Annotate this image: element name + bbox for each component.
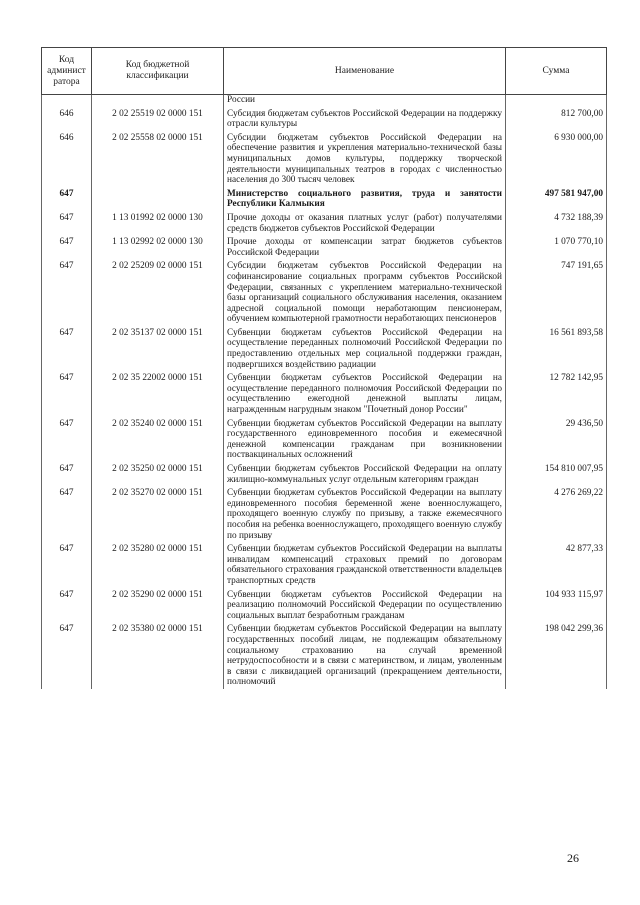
- cell-classification-code: 1 13 01992 02 0000 130: [92, 211, 224, 235]
- cell-sum: [506, 95, 607, 107]
- table-row: [42, 95, 607, 107]
- cell-sum: 4 276 269,22: [506, 486, 607, 542]
- cell-name: России: [224, 95, 506, 107]
- header-sum: Сумма: [506, 48, 607, 95]
- cell-sum: 29 436,50: [506, 417, 607, 462]
- cell-sum: 747 191,65: [506, 259, 607, 326]
- cell-sum: 104 933 115,97: [506, 588, 607, 623]
- cell-admin-code: 647: [42, 326, 92, 371]
- budget-revenue-table: [41, 47, 607, 689]
- cell-sum: 198 042 299,36: [506, 622, 607, 689]
- header-name: Наименование: [224, 48, 506, 95]
- cell-name: Субвенции бюджетам субъектов Российской Федерации на осуществление переданных полномочий Российской Федерации по предоставлению отдельных мер социальной поддержки граждан, подвергшихся воздействию радиации: [224, 326, 506, 371]
- cell-classification-code: [92, 95, 224, 107]
- cell-name: Субвенции бюджетам субъектов Российской Федерации на выплату единовременного пособия беременной жене военнослужащего, проходящего военную службу по призыву, а также ежемесячного пособия на ребенка военнослужащего, проходящего военную службу по призыву: [224, 486, 506, 542]
- cell-name: Субвенции бюджетам субъектов Российской Федерации на реализацию полномочий Российской Федерации по осуществлению социальных выплат безработным гражданам: [224, 588, 506, 623]
- cell-admin-code: 647: [42, 486, 92, 542]
- table-row: [42, 542, 607, 587]
- cell-classification-code: 2 02 35270 02 0000 151: [92, 486, 224, 542]
- table-body: [42, 95, 607, 689]
- cell-name: Субвенции бюджетам субъектов Российской Федерации на выплату государственных пособий лицам, не подлежащим обязательному социальному страхованию на случай временной нетрудоспособности и в связи с материнством, и лицам, уволенным в связи с ликвидацией организаций (прекращением деятельности, полномочий: [224, 622, 506, 689]
- table-row: [42, 417, 607, 462]
- cell-name: Прочие доходы от оказания платных услуг (работ) получателями средств бюджетов субъектов Российской Федерации: [224, 211, 506, 235]
- cell-sum: 812 700,00: [506, 107, 607, 131]
- cell-classification-code: 2 02 25558 02 0000 151: [92, 131, 224, 187]
- cell-admin-code: 647: [42, 371, 92, 416]
- table-row: [42, 235, 607, 259]
- cell-admin-code: 647: [42, 187, 92, 211]
- cell-classification-code: 2 02 35240 02 0000 151: [92, 417, 224, 462]
- cell-name: Субвенции бюджетам субъектов Российской Федерации на осуществление переданного полномочия Российской Федерации по осуществлению ежегодной денежной выплаты лицам, награжденным нагрудным знаком "Почетный донор России": [224, 371, 506, 416]
- cell-sum: 497 581 947,00: [506, 187, 607, 211]
- cell-name: Субвенции бюджетам субъектов Российской Федерации на оплату жилищно-коммунальных услуг отдельным категориям граждан: [224, 462, 506, 486]
- cell-admin-code: 647: [42, 417, 92, 462]
- table-header-row: [42, 48, 607, 95]
- cell-classification-code: 2 02 35290 02 0000 151: [92, 588, 224, 623]
- cell-classification-code: 2 02 35380 02 0000 151: [92, 622, 224, 689]
- cell-sum: 6 930 000,00: [506, 131, 607, 187]
- cell-admin-code: 647: [42, 211, 92, 235]
- table-row: [42, 462, 607, 486]
- cell-sum: 16 561 893,58: [506, 326, 607, 371]
- cell-name: Субсидии бюджетам субъектов Российской Федерации на софинансирование социальных программ субъектов Российской Федерации, связанных с укреплением материально-технической базы организаций социального обслуживания населения, оказанием адресной социальной помощи неработающим пенсионерам, обучением компьютерной грамотности неработающих пенсионеров: [224, 259, 506, 326]
- cell-name: Субсидия бюджетам субъектов Российской Федерации на поддержку отрасли культуры: [224, 107, 506, 131]
- cell-admin-code: 647: [42, 622, 92, 689]
- table-row: [42, 131, 607, 187]
- cell-classification-code: 2 02 35280 02 0000 151: [92, 542, 224, 587]
- table-row: [42, 622, 607, 689]
- cell-admin-code: 647: [42, 462, 92, 486]
- cell-name: Субвенции бюджетам субъектов Российской Федерации на выплаты инвалидам компенсаций страховых премий по договорам обязательного страхования гражданской ответственности владельцев транспортных средств: [224, 542, 506, 587]
- cell-sum: 154 810 007,95: [506, 462, 607, 486]
- cell-name: Субвенции бюджетам субъектов Российской Федерации на выплату государственного единовременного пособия и ежемесячной денежной компенсации гражданам при возникновении поствакцинальных осложнений: [224, 417, 506, 462]
- table-row: [42, 588, 607, 623]
- cell-admin-code: [42, 95, 92, 107]
- cell-name: Министерство социального развития, труда и занятости Республики Калмыкия: [224, 187, 506, 211]
- table-row: [42, 107, 607, 131]
- table-row: [42, 486, 607, 542]
- cell-sum: 4 732 188,39: [506, 211, 607, 235]
- header-classification-code: Код бюджетной классификации: [92, 48, 224, 95]
- cell-classification-code: [92, 187, 224, 211]
- header-admin-code: Код админист ратора: [42, 48, 92, 95]
- cell-sum: 1 070 770,10: [506, 235, 607, 259]
- table-row: [42, 371, 607, 416]
- cell-admin-code: 646: [42, 131, 92, 187]
- table-row: [42, 187, 607, 211]
- cell-sum: 12 782 142,95: [506, 371, 607, 416]
- cell-classification-code: 2 02 35 22002 0000 151: [92, 371, 224, 416]
- cell-name: Прочие доходы от компенсации затрат бюджетов субъектов Российской Федерации: [224, 235, 506, 259]
- cell-admin-code: 647: [42, 235, 92, 259]
- cell-name: Субсидии бюджетам субъектов Российской Федерации на обеспечение развития и укрепления материально-технической базы муниципальных домов культуры, поддержку творческой деятельности муниципальных театров в городах с численностью населения до 300 тысяч человек: [224, 131, 506, 187]
- cell-classification-code: 2 02 35137 02 0000 151: [92, 326, 224, 371]
- page-number: 26: [567, 851, 579, 865]
- cell-sum: 42 877,33: [506, 542, 607, 587]
- cell-classification-code: 1 13 02992 02 0000 130: [92, 235, 224, 259]
- table-row: [42, 326, 607, 371]
- cell-admin-code: 647: [42, 588, 92, 623]
- cell-admin-code: 647: [42, 542, 92, 587]
- cell-classification-code: 2 02 25519 02 0000 151: [92, 107, 224, 131]
- table-row: [42, 211, 607, 235]
- cell-admin-code: 647: [42, 259, 92, 326]
- table-row: [42, 259, 607, 326]
- cell-classification-code: 2 02 25209 02 0000 151: [92, 259, 224, 326]
- cell-classification-code: 2 02 35250 02 0000 151: [92, 462, 224, 486]
- cell-admin-code: 646: [42, 107, 92, 131]
